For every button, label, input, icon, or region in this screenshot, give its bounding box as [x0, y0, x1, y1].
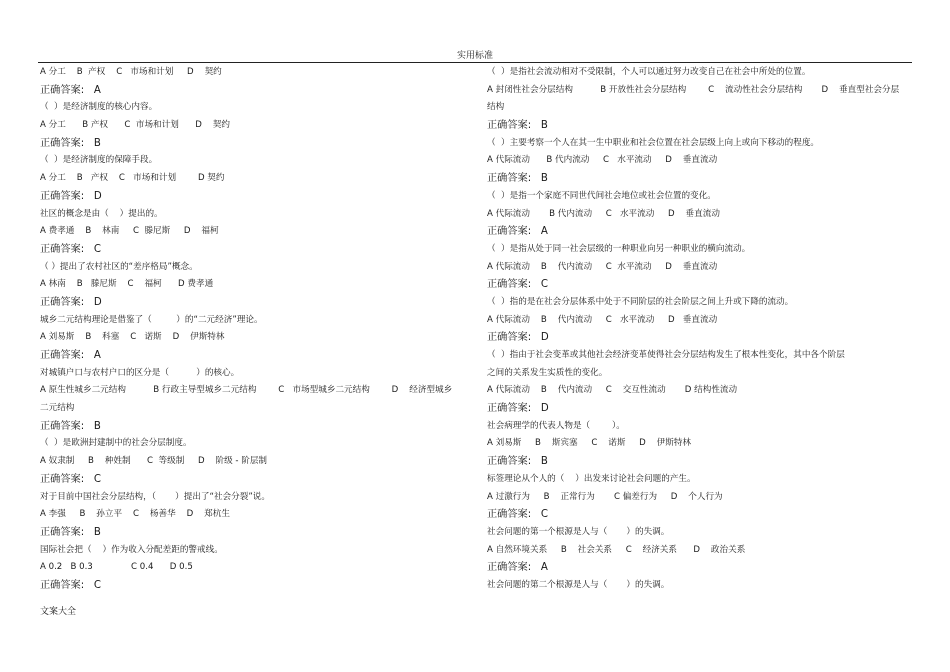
page-header-title: 实用标准: [456, 51, 493, 61]
answer-line: 正确答案: A: [487, 562, 548, 574]
question-line: A 刘易斯 B 斯宾塞 C 诺斯 D 伊斯特林: [487, 438, 692, 449]
question-line: 对城镇户口与农村户口的区分是（ ）的核心。: [40, 367, 240, 378]
question-line: （ ）是欧洲封建制中的社会分层制度。: [40, 438, 192, 449]
question-line: （ ）是经济制度的核心内容。: [40, 102, 158, 113]
right-column: [487, 64, 912, 595]
question-line: A 原生性城乡二元结构 B 行政主导型城乡二元结构 C 市场型城乡二元结构 D 经济型城乡: [40, 385, 453, 396]
question-line: 社区的概念是由（ ）提出的。: [40, 208, 163, 219]
answer-line: 正确答案: D: [40, 190, 102, 202]
question-line: A 代际流动 B 代内流动 C 交互性流动 D 结构性流动: [487, 385, 738, 396]
question-line: A 过激行为 B 正常行为 C 偏差行为 D 个人行为: [487, 491, 723, 502]
question-line: A 封闭性社会分层结构 B 开放性社会分层结构 C 流动性社会分层结构 D 垂直型社会分层: [487, 84, 900, 95]
question-line: （ ）指的是在社会分层体系中处于不同阶层的社会阶层之间上升或下降的流动。: [487, 296, 794, 307]
answer-line: 正确答案: A: [487, 226, 548, 238]
question-line: A 分工 B 产权 C 市场和计划 D 契约: [40, 67, 222, 77]
page-footer: 文案大全: [40, 607, 77, 617]
answer-line: 正确答案: B: [487, 173, 548, 185]
question-line: A 代际流动 B 代内流动 C 水平流动 D 垂直流动: [487, 208, 720, 219]
answer-line: 正确答案: B: [487, 120, 548, 132]
answer-line: 正确答案: C: [487, 509, 549, 521]
answer-line: 正确答案: A: [40, 350, 101, 361]
answer-line: 正确答案: D: [487, 332, 549, 344]
question-line: （ ）是指从处于同一社会层级的一种职业向另一种职业的横向流动。: [487, 243, 751, 254]
header-rule: [38, 62, 912, 63]
question-line: A 分工 B 产权 C 市场和计划 D 契约: [40, 120, 230, 131]
question-line: A 林南 B 滕尼斯 C 福柯 D 费孝通: [40, 279, 214, 290]
answer-line: 正确答案: C: [40, 243, 102, 255]
question-line: 社会问题的第二个根源是人与（ ）的失调。: [487, 579, 670, 590]
question-line: （ ）是指社会流动相对不受限制，个人可以通过努力改变自己在社会中所处的位置。: [487, 67, 811, 77]
question-line: （ ）提出了农村社区的“差序格局”概念。: [40, 261, 198, 272]
question-line: 社会病理学的代表人物是（ ）。: [487, 420, 625, 431]
question-line: （ ）指由于社会变革或其他社会经济变革使得社会分层结构发生了根本性变化，其中各个阶层: [487, 350, 845, 360]
question-line: A 代际流动 B 代内流动 C 水平流动 D 垂直流动: [487, 314, 718, 325]
question-line: A 李强 B 孙立平 C 杨善华 D 郑杭生: [40, 509, 230, 520]
answer-line: 正确答案: D: [487, 403, 549, 415]
answer-line: 正确答案: B: [40, 526, 101, 538]
answer-line: 正确答案: C: [40, 473, 102, 485]
question-line: A 分工 B 产权 C 市场和计划 D 契约: [40, 173, 225, 184]
left-column: [40, 64, 460, 595]
question-line: 之间的关系发生实质性的变化。: [487, 367, 608, 378]
question-line: 标签理论从个人的（ ）出发来讨论社会问题的产生。: [487, 473, 696, 484]
question-line: A 代际流动 B 代内流动 C 水平流动 D 垂直流动: [487, 261, 718, 272]
question-line: （ ）主要考察一个人在其一生中职业和社会位置在社会层级上向上或向下移动的程度。: [487, 137, 820, 148]
question-line: （ ）是经济制度的保障手段。: [40, 155, 158, 166]
answer-line: 正确答案: C: [487, 279, 549, 291]
question-line: A 0.2 B 0.3 C 0.4 D 0.5: [40, 562, 193, 573]
question-line: 国际社会把（ ）作为收入分配差距的警戒线。: [40, 544, 223, 555]
question-line: A 费孝通 B 林南 C 滕尼斯 D 福柯: [40, 226, 219, 237]
question-line: A 自然环境关系 B 社会关系 C 经济关系 D 政治关系: [487, 544, 746, 555]
question-line: 对于目前中国社会分层结构，（ ）提出了“社会分裂”说。: [40, 491, 270, 502]
answer-line: 正确答案: C: [40, 579, 102, 591]
question-line: 城乡二元结构理论是借鉴了（ ）的“二元经济”理论。: [40, 314, 263, 325]
question-line: 结构: [487, 102, 505, 113]
answer-line: 正确答案: A: [40, 84, 101, 96]
question-line: （ ）是指一个家庭不同世代间社会地位或社会位置的变化。: [487, 190, 716, 201]
question-line: A 奴隶制 B 种姓制 C 等级制 D 阶级 - 阶层制: [40, 456, 268, 467]
question-line: 社会问题的第一个根源是人与（ ）的失调。: [487, 526, 670, 537]
answer-line: 正确答案: B: [40, 137, 101, 149]
question-line: A 代际流动 B 代内流动 C 水平流动 D 垂直流动: [487, 155, 718, 166]
question-line: 二元结构: [40, 403, 75, 414]
question-line: A 刘易斯 B 科塞 C 诺斯 D 伊斯特林: [40, 332, 225, 343]
answer-line: 正确答案: B: [40, 420, 101, 432]
answer-line: 正确答案: D: [40, 296, 102, 308]
answer-line: 正确答案: B: [487, 456, 548, 468]
